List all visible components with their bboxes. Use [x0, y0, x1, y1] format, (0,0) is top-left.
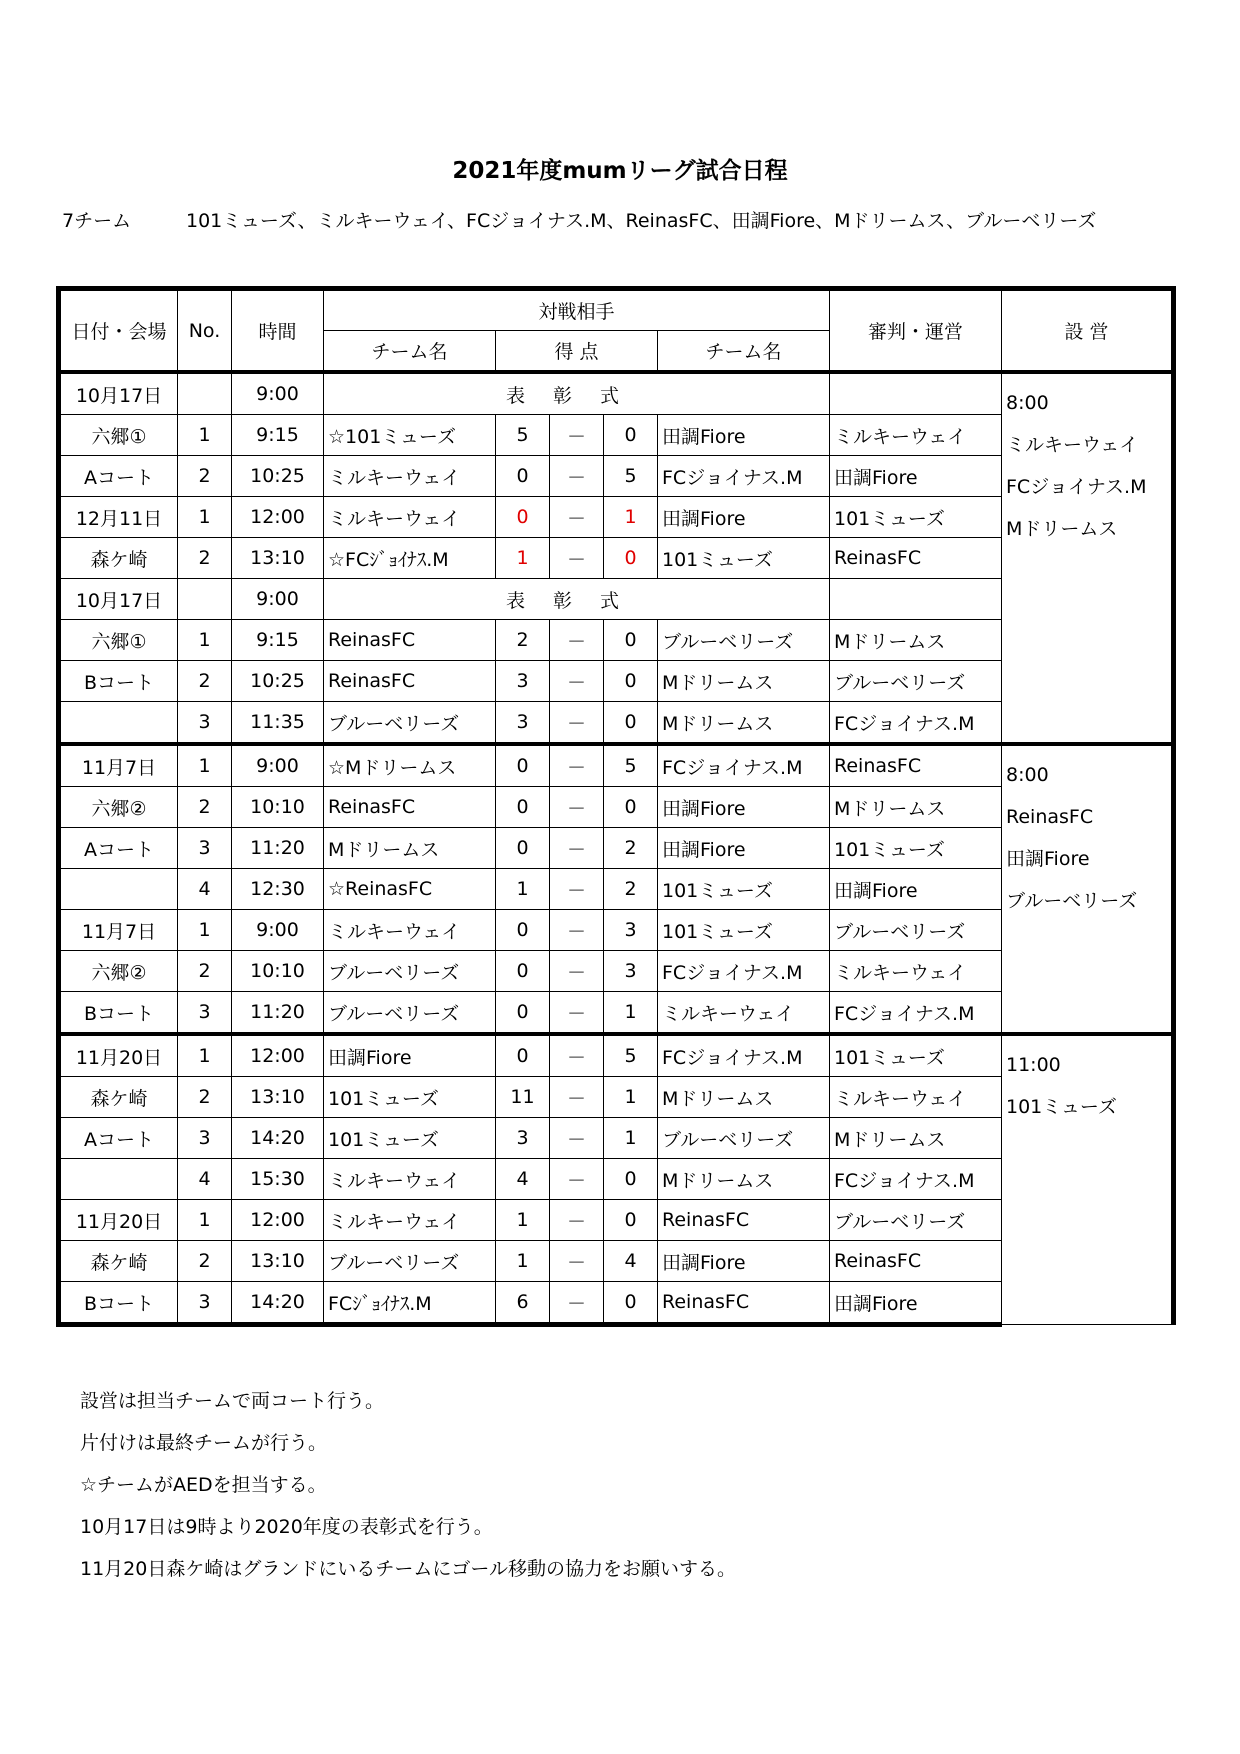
referee-cell: 田調Fiore [830, 869, 1002, 910]
score-dash: － [550, 497, 604, 538]
table-row [59, 744, 1174, 787]
header-team-a: チーム名 [324, 331, 496, 373]
score-b-cell: 5 [604, 1034, 658, 1077]
match-no-cell: 2 [178, 661, 232, 702]
score-dash: － [550, 538, 604, 579]
score-dash: － [550, 661, 604, 702]
date-venue-cell: Bコート [59, 661, 178, 702]
referee-cell [830, 372, 1002, 415]
match-no-cell: 2 [178, 787, 232, 828]
score-dash: － [550, 1077, 604, 1118]
match-no-cell: 1 [178, 497, 232, 538]
time-cell: 13:10 [232, 1241, 324, 1282]
time-cell: 12:00 [232, 1200, 324, 1241]
team-b-cell: Mドリームス [658, 1159, 830, 1200]
team-a-cell: ミルキーウェイ [324, 456, 496, 497]
team-b-cell: 田調Fiore [658, 828, 830, 869]
score-a-cell: 0 [496, 828, 550, 869]
setup-entry: 田調Fiore [1006, 848, 1090, 870]
match-no-cell: 1 [178, 620, 232, 661]
referee-cell: Mドリームス [830, 787, 1002, 828]
note: ☆チームがAEDを担当する。 [80, 1474, 327, 1496]
setup-entry: 101ミューズ [1006, 1096, 1117, 1118]
referee-cell [830, 579, 1002, 620]
referee-cell: ReinasFC [830, 744, 1002, 787]
setup-cell [1002, 744, 1174, 1034]
time-cell: 14:20 [232, 1118, 324, 1159]
score-b-cell: 4 [604, 1241, 658, 1282]
header-date-venue: 日付・会場 [59, 289, 178, 373]
date-venue-cell [59, 1159, 178, 1200]
time-cell: 11:35 [232, 702, 324, 745]
score-a-cell: 0 [496, 1034, 550, 1077]
team-a-cell: ミルキーウェイ [324, 1200, 496, 1241]
score-b-cell: 3 [604, 951, 658, 992]
time-cell: 10:25 [232, 456, 324, 497]
score-b-cell: 0 [604, 415, 658, 456]
referee-cell: 101ミューズ [830, 828, 1002, 869]
score-dash: － [550, 1282, 604, 1325]
match-no-cell: 3 [178, 1282, 232, 1325]
match-no-cell: 1 [178, 910, 232, 951]
team-b-cell: FCジョイナス.M [658, 951, 830, 992]
team-a-cell: ☆ReinasFC [324, 869, 496, 910]
score-dash: － [550, 415, 604, 456]
date-venue-cell: 六郷② [59, 951, 178, 992]
match-no-cell [178, 579, 232, 620]
setup-cell [1002, 372, 1174, 744]
team-b-cell: ReinasFC [658, 1282, 830, 1325]
score-a-cell: 6 [496, 1282, 550, 1325]
time-cell: 13:10 [232, 1077, 324, 1118]
referee-cell: 101ミューズ [830, 497, 1002, 538]
match-no-cell: 1 [178, 744, 232, 787]
team-b-cell: FCジョイナス.M [658, 744, 830, 787]
score-b-cell: 0 [604, 538, 658, 579]
note: 10月17日は9時より2020年度の表彰式を行う。 [80, 1516, 493, 1538]
team-b-cell: 田調Fiore [658, 1241, 830, 1282]
time-cell: 15:30 [232, 1159, 324, 1200]
team-b-cell: ミルキーウェイ [658, 992, 830, 1035]
team-b-cell: FCジョイナス.M [658, 456, 830, 497]
table-row [59, 1034, 1174, 1077]
score-a-cell: 1 [496, 538, 550, 579]
score-dash: － [550, 1200, 604, 1241]
score-dash: － [550, 1241, 604, 1282]
match-no-cell: 3 [178, 828, 232, 869]
referee-cell: FCジョイナス.M [830, 992, 1002, 1035]
team-a-cell: 101ミューズ [324, 1077, 496, 1118]
header-referee: 審判・運営 [830, 289, 1002, 373]
score-dash: － [550, 456, 604, 497]
setup-entry: 8:00 [1006, 764, 1049, 786]
match-no-cell: 1 [178, 415, 232, 456]
referee-cell: FCジョイナス.M [830, 1159, 1002, 1200]
date-venue-cell: 10月17日 [59, 372, 178, 415]
score-dash: － [550, 828, 604, 869]
time-cell: 13:10 [232, 538, 324, 579]
team-b-cell: 101ミューズ [658, 910, 830, 951]
score-b-cell: 0 [604, 661, 658, 702]
date-venue-cell: 10月17日 [59, 579, 178, 620]
score-dash: － [550, 1118, 604, 1159]
team-a-cell: ミルキーウェイ [324, 910, 496, 951]
setup-entry: ミルキーウェイ [1006, 434, 1139, 456]
match-no-cell: 3 [178, 702, 232, 745]
date-venue-cell: Aコート [59, 456, 178, 497]
setup-entry: 8:00 [1006, 392, 1049, 414]
team-count: 7チーム [62, 210, 132, 232]
date-venue-cell: 12月11日 [59, 497, 178, 538]
header-setup: 設 営 [1002, 289, 1174, 373]
score-b-cell: 0 [604, 1200, 658, 1241]
header-score: 得 点 [496, 331, 658, 373]
team-a-cell: ☆Mドリームス [324, 744, 496, 787]
score-a-cell: 3 [496, 702, 550, 745]
setup-cell [1002, 1034, 1174, 1325]
team-b-cell: ブルーベリーズ [658, 620, 830, 661]
team-list: 101ミューズ、ミルキーウェイ、FCジョイナス.M、ReinasFC、田調Fiore、Mドリームス、ブルーベリーズ [186, 210, 1097, 232]
team-a-cell: ブルーベリーズ [324, 1241, 496, 1282]
time-cell: 9:00 [232, 744, 324, 787]
time-cell: 12:00 [232, 1034, 324, 1077]
score-dash: － [550, 787, 604, 828]
team-b-cell: 田調Fiore [658, 415, 830, 456]
match-no-cell: 4 [178, 1159, 232, 1200]
match-no-cell: 3 [178, 1118, 232, 1159]
note: 設営は担当チームで両コート行う。 [80, 1390, 385, 1412]
score-a-cell: 2 [496, 620, 550, 661]
date-venue-cell: 六郷① [59, 620, 178, 661]
team-a-cell: ReinasFC [324, 661, 496, 702]
date-venue-cell: 11月7日 [59, 910, 178, 951]
referee-cell: Mドリームス [830, 1118, 1002, 1159]
team-b-cell: 101ミューズ [658, 538, 830, 579]
time-cell: 11:20 [232, 992, 324, 1035]
date-venue-cell: 六郷② [59, 787, 178, 828]
match-no-cell: 2 [178, 951, 232, 992]
score-a-cell: 0 [496, 744, 550, 787]
date-venue-cell: 森ケ崎 [59, 1241, 178, 1282]
score-a-cell: 0 [496, 992, 550, 1035]
score-a-cell: 0 [496, 497, 550, 538]
date-venue-cell: Aコート [59, 828, 178, 869]
date-venue-cell: 森ケ崎 [59, 1077, 178, 1118]
score-b-cell: 0 [604, 787, 658, 828]
teams-line [62, 206, 1096, 233]
team-a-cell: ☆FCｼﾞｮｲﾅｽ.M [324, 538, 496, 579]
score-b-cell: 1 [604, 1118, 658, 1159]
setup-entry: ReinasFC [1006, 806, 1094, 828]
team-a-cell: 101ミューズ [324, 1118, 496, 1159]
team-a-cell: ミルキーウェイ [324, 497, 496, 538]
document-title: 2021年度mumリーグ試合日程 [452, 158, 788, 184]
team-a-cell: ブルーベリーズ [324, 992, 496, 1035]
referee-cell: ReinasFC [830, 1241, 1002, 1282]
team-a-cell: ブルーベリーズ [324, 702, 496, 745]
score-b-cell: 2 [604, 869, 658, 910]
referee-cell: Mドリームス [830, 620, 1002, 661]
team-b-cell: FCジョイナス.M [658, 1034, 830, 1077]
team-b-cell: Mドリームス [658, 661, 830, 702]
score-a-cell: 4 [496, 1159, 550, 1200]
date-venue-cell [59, 869, 178, 910]
team-b-cell: ReinasFC [658, 1200, 830, 1241]
score-a-cell: 0 [496, 456, 550, 497]
referee-cell: ブルーベリーズ [830, 661, 1002, 702]
time-cell: 12:00 [232, 497, 324, 538]
date-venue-cell: 六郷① [59, 415, 178, 456]
match-no-cell: 1 [178, 1200, 232, 1241]
notes [80, 1380, 736, 1590]
header-opponent: 対戦相手 [324, 289, 830, 331]
team-a-cell: 田調Fiore [324, 1034, 496, 1077]
header-team-b: チーム名 [658, 331, 830, 373]
score-b-cell: 0 [604, 1282, 658, 1325]
time-cell: 11:20 [232, 828, 324, 869]
header-time: 時間 [232, 289, 324, 373]
referee-cell: ブルーベリーズ [830, 910, 1002, 951]
team-a-cell: ReinasFC [324, 787, 496, 828]
note: 片付けは最終チームが行う。 [80, 1432, 328, 1454]
score-b-cell: 0 [604, 1159, 658, 1200]
time-cell: 9:15 [232, 415, 324, 456]
referee-cell: 101ミューズ [830, 1034, 1002, 1077]
date-venue-cell: Aコート [59, 1118, 178, 1159]
team-a-cell: Mドリームス [324, 828, 496, 869]
referee-cell: ブルーベリーズ [830, 1200, 1002, 1241]
team-a-cell: ミルキーウェイ [324, 1159, 496, 1200]
score-dash: － [550, 744, 604, 787]
team-b-cell: 101ミューズ [658, 869, 830, 910]
match-no-cell: 2 [178, 1241, 232, 1282]
score-a-cell: 3 [496, 661, 550, 702]
score-a-cell: 3 [496, 1118, 550, 1159]
setup-entry: FCジョイナス.M [1006, 476, 1147, 498]
time-cell: 12:30 [232, 869, 324, 910]
match-no-cell: 3 [178, 992, 232, 1035]
score-b-cell: 2 [604, 828, 658, 869]
match-no-cell: 4 [178, 869, 232, 910]
date-venue-cell [59, 702, 178, 745]
match-no-cell: 1 [178, 1034, 232, 1077]
score-a-cell: 1 [496, 1200, 550, 1241]
score-b-cell: 5 [604, 744, 658, 787]
score-b-cell: 1 [604, 992, 658, 1035]
time-cell: 10:10 [232, 787, 324, 828]
referee-cell: ミルキーウェイ [830, 415, 1002, 456]
time-cell: 10:10 [232, 951, 324, 992]
date-venue-cell: 11月7日 [59, 744, 178, 787]
score-dash: － [550, 1159, 604, 1200]
time-cell: 10:25 [232, 661, 324, 702]
score-b-cell: 0 [604, 620, 658, 661]
score-a-cell: 1 [496, 1241, 550, 1282]
team-a-cell: ☆101ミューズ [324, 415, 496, 456]
ceremony-cell: 表彰式 [324, 372, 830, 415]
team-b-cell: Mドリームス [658, 702, 830, 745]
date-venue-cell: 11月20日 [59, 1200, 178, 1241]
score-dash: － [550, 620, 604, 661]
time-cell: 14:20 [232, 1282, 324, 1325]
team-b-cell: 田調Fiore [658, 497, 830, 538]
score-a-cell: 5 [496, 415, 550, 456]
header-no: No. [178, 289, 232, 373]
note: 11月20日森ケ崎はグランドにいるチームにゴール移動の協力をお願いする。 [80, 1558, 736, 1580]
setup-entry: Mドリームス [1006, 518, 1118, 540]
referee-cell: ミルキーウェイ [830, 1077, 1002, 1118]
score-dash: － [550, 702, 604, 745]
referee-cell: FCジョイナス.M [830, 702, 1002, 745]
ceremony-cell: 表彰式 [324, 579, 830, 620]
score-a-cell: 11 [496, 1077, 550, 1118]
score-b-cell: 1 [604, 497, 658, 538]
schedule-table [56, 286, 1176, 1327]
match-no-cell: 2 [178, 538, 232, 579]
score-dash: － [550, 951, 604, 992]
referee-cell: ミルキーウェイ [830, 951, 1002, 992]
team-b-cell: Mドリームス [658, 1077, 830, 1118]
score-b-cell: 3 [604, 910, 658, 951]
match-no-cell [178, 372, 232, 415]
table-row [59, 372, 1174, 415]
date-venue-cell: Bコート [59, 992, 178, 1035]
score-dash: － [550, 910, 604, 951]
time-cell: 9:00 [232, 372, 324, 415]
setup-entry: 11:00 [1006, 1054, 1061, 1076]
team-a-cell: ブルーベリーズ [324, 951, 496, 992]
match-no-cell: 2 [178, 456, 232, 497]
team-a-cell: ReinasFC [324, 620, 496, 661]
score-a-cell: 0 [496, 787, 550, 828]
team-a-cell: FCｼﾞｮｲﾅｽ.M [324, 1282, 496, 1325]
team-b-cell: ブルーベリーズ [658, 1118, 830, 1159]
score-dash: － [550, 992, 604, 1035]
score-a-cell: 1 [496, 869, 550, 910]
score-a-cell: 0 [496, 910, 550, 951]
referee-cell: 田調Fiore [830, 456, 1002, 497]
date-venue-cell: 森ケ崎 [59, 538, 178, 579]
date-venue-cell: Bコート [59, 1282, 178, 1325]
time-cell: 9:00 [232, 579, 324, 620]
time-cell: 9:00 [232, 910, 324, 951]
setup-entry: ブルーベリーズ [1006, 890, 1138, 912]
referee-cell: 田調Fiore [830, 1282, 1002, 1325]
referee-cell: ReinasFC [830, 538, 1002, 579]
score-b-cell: 0 [604, 702, 658, 745]
score-b-cell: 5 [604, 456, 658, 497]
score-dash: － [550, 869, 604, 910]
score-dash: － [550, 1034, 604, 1077]
date-venue-cell: 11月20日 [59, 1034, 178, 1077]
score-a-cell: 0 [496, 951, 550, 992]
match-no-cell: 2 [178, 1077, 232, 1118]
time-cell: 9:15 [232, 620, 324, 661]
team-b-cell: 田調Fiore [658, 787, 830, 828]
score-b-cell: 1 [604, 1077, 658, 1118]
